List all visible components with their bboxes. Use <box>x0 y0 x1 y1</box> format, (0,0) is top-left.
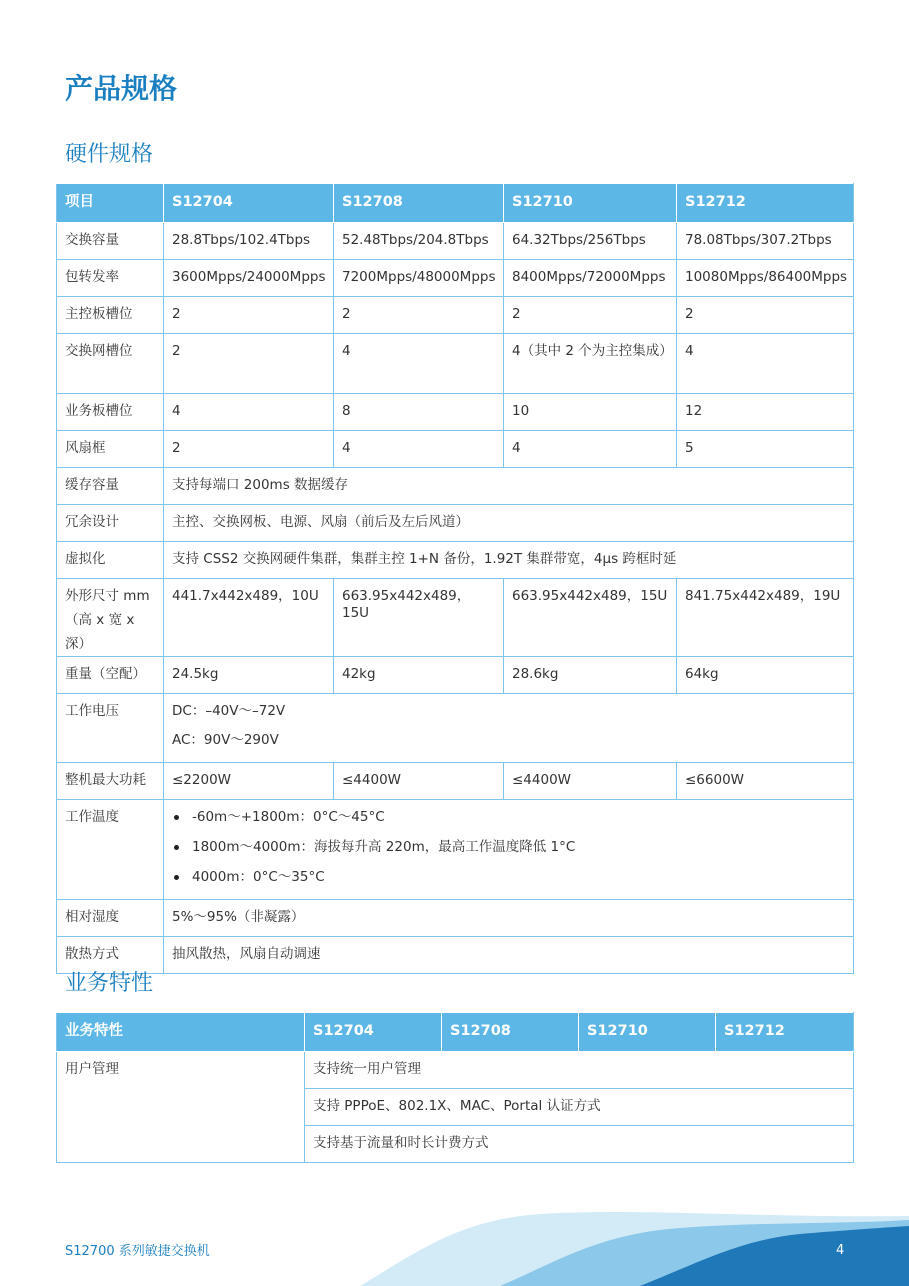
table-cell: 10080Mpps/86400Mpps <box>677 260 854 297</box>
header-cell: S12712 <box>677 184 854 223</box>
table-cell: 42kg <box>334 657 504 694</box>
table-cell: 支持基于流量和时长计费方式 <box>305 1126 854 1163</box>
table-cell: 663.95x442x489，15U <box>504 579 677 657</box>
table-cell: 7200Mpps/48000Mpps <box>334 260 504 297</box>
table-cell: ≤4400W <box>334 763 504 800</box>
table-row <box>57 1052 854 1089</box>
row-label: 工作电压 <box>57 694 164 763</box>
table-cell: 4 <box>504 431 677 468</box>
section-title-features: 业务特性 <box>65 971 154 996</box>
row-label: 冗余设计 <box>57 505 164 542</box>
table-cell: 支持每端口 200ms 数据缓存 <box>164 468 854 505</box>
table-cell: 78.08Tbps/307.2Tbps <box>677 223 854 260</box>
header-cell: S12708 <box>442 1013 579 1052</box>
voltage-dc: DC：–40V～–72V <box>172 703 286 719</box>
table-cell: 8400Mpps/72000Mpps <box>504 260 677 297</box>
table-cell: 2 <box>164 431 334 468</box>
table-row <box>57 579 854 657</box>
voltage-ac: AC：90V～290V <box>172 732 279 748</box>
table-cell: 支持 PPPoE、802.1X、MAC、Portal 认证方式 <box>305 1089 854 1126</box>
row-label: 业务板槽位 <box>57 394 164 431</box>
table-cell: 8 <box>334 394 504 431</box>
row-label: 工作温度 <box>57 800 164 900</box>
list-item: -60m～+1800m：0°C～45°C <box>172 809 845 839</box>
table-row <box>57 800 854 900</box>
table-cell: 841.75x442x489，19U <box>677 579 854 657</box>
table-cell: 4 <box>334 334 504 394</box>
row-label: 整机最大功耗 <box>57 763 164 800</box>
table-cell: 52.48Tbps/204.8Tbps <box>334 223 504 260</box>
row-label: 包转发率 <box>57 260 164 297</box>
row-label: 用户管理 <box>57 1052 305 1163</box>
section-title-hardware: 硬件规格 <box>65 142 154 167</box>
table-row <box>57 505 854 542</box>
table-row <box>57 431 854 468</box>
header-cell: S12704 <box>164 184 334 223</box>
table-cell: 2 <box>334 297 504 334</box>
table-cell: 抽风散热，风扇自动调速 <box>164 937 854 974</box>
table-cell: 441.7x442x489，10U <box>164 579 334 657</box>
table-cell: 5%～95%（非凝露） <box>164 900 854 937</box>
row-label: 虚拟化 <box>57 542 164 579</box>
table-row <box>57 394 854 431</box>
header-cell: S12704 <box>305 1013 442 1052</box>
row-label: 交换容量 <box>57 223 164 260</box>
header-cell: 项目 <box>57 184 164 223</box>
page-title: 产品规格 <box>65 72 178 105</box>
table-header-row <box>57 1013 854 1052</box>
table-cell: 支持统一用户管理 <box>305 1052 854 1089</box>
table-cell: 支持 CSS2 交换网硬件集群，集群主控 1+N 备份，1.92T 集群带宽，4μs 跨框时延 <box>164 542 854 579</box>
table-cell: 3600Mpps/24000Mpps <box>164 260 334 297</box>
table-cell: 64kg <box>677 657 854 694</box>
list-item: 1800m～4000m：海拔每升高 220m，最高工作温度降低 1°C <box>172 839 845 869</box>
table-cell: 2 <box>677 297 854 334</box>
row-label: 相对湿度 <box>57 900 164 937</box>
table-cell: 主控、交换网板、电源、风扇（前后及左后风道） <box>164 505 854 542</box>
row-label: 主控板槽位 <box>57 297 164 334</box>
table-row <box>57 900 854 937</box>
table-cell: ≤2200W <box>164 763 334 800</box>
table-cell: 5 <box>677 431 854 468</box>
header-cell: S12710 <box>579 1013 716 1052</box>
header-cell: S12712 <box>716 1013 854 1052</box>
page-number: 4 <box>836 1243 845 1258</box>
table-cell: 4（其中 2 个为主控集成） <box>504 334 677 394</box>
row-label: 风扇框 <box>57 431 164 468</box>
row-label: 重量（空配） <box>57 657 164 694</box>
table-row <box>57 334 854 394</box>
table-row <box>57 937 854 974</box>
table-cell: 4 <box>334 431 504 468</box>
table-row <box>57 657 854 694</box>
table-cell: 4 <box>164 394 334 431</box>
header-cell: 业务特性 <box>57 1013 305 1052</box>
table-row <box>57 542 854 579</box>
table-cell: 12 <box>677 394 854 431</box>
table-cell: 2 <box>504 297 677 334</box>
table-cell: 663.95x442x489，15U <box>334 579 504 657</box>
table-row <box>57 223 854 260</box>
table-cell: 28.6kg <box>504 657 677 694</box>
features-table <box>56 1012 854 1163</box>
table-row <box>57 260 854 297</box>
table-row <box>57 763 854 800</box>
table-row <box>57 468 854 505</box>
temperature-list <box>172 809 845 899</box>
table-cell: ≤6600W <box>677 763 854 800</box>
row-label: 交换网槽位 <box>57 334 164 394</box>
list-item: 4000m：0°C～35°C <box>172 869 845 899</box>
footer-product-name: S12700 系列敏捷交换机 <box>65 1244 210 1259</box>
table-cell: 2 <box>164 334 334 394</box>
header-cell: S12710 <box>504 184 677 223</box>
table-cell <box>164 694 854 763</box>
table-cell: 10 <box>504 394 677 431</box>
row-label: 外形尺寸 mm（高 x 宽 x 深） <box>57 579 164 657</box>
row-label: 缓存容量 <box>57 468 164 505</box>
row-label: 散热方式 <box>57 937 164 974</box>
footer-wave-decoration <box>0 1190 909 1286</box>
table-cell: ≤4400W <box>504 763 677 800</box>
hardware-spec-table <box>56 183 854 974</box>
table-cell: 64.32Tbps/256Tbps <box>504 223 677 260</box>
table-cell: 28.8Tbps/102.4Tbps <box>164 223 334 260</box>
table-row <box>57 297 854 334</box>
header-cell: S12708 <box>334 184 504 223</box>
table-cell: 2 <box>164 297 334 334</box>
table-cell <box>164 800 854 900</box>
table-header-row <box>57 184 854 223</box>
table-row <box>57 694 854 763</box>
table-cell: 4 <box>677 334 854 394</box>
table-cell: 24.5kg <box>164 657 334 694</box>
